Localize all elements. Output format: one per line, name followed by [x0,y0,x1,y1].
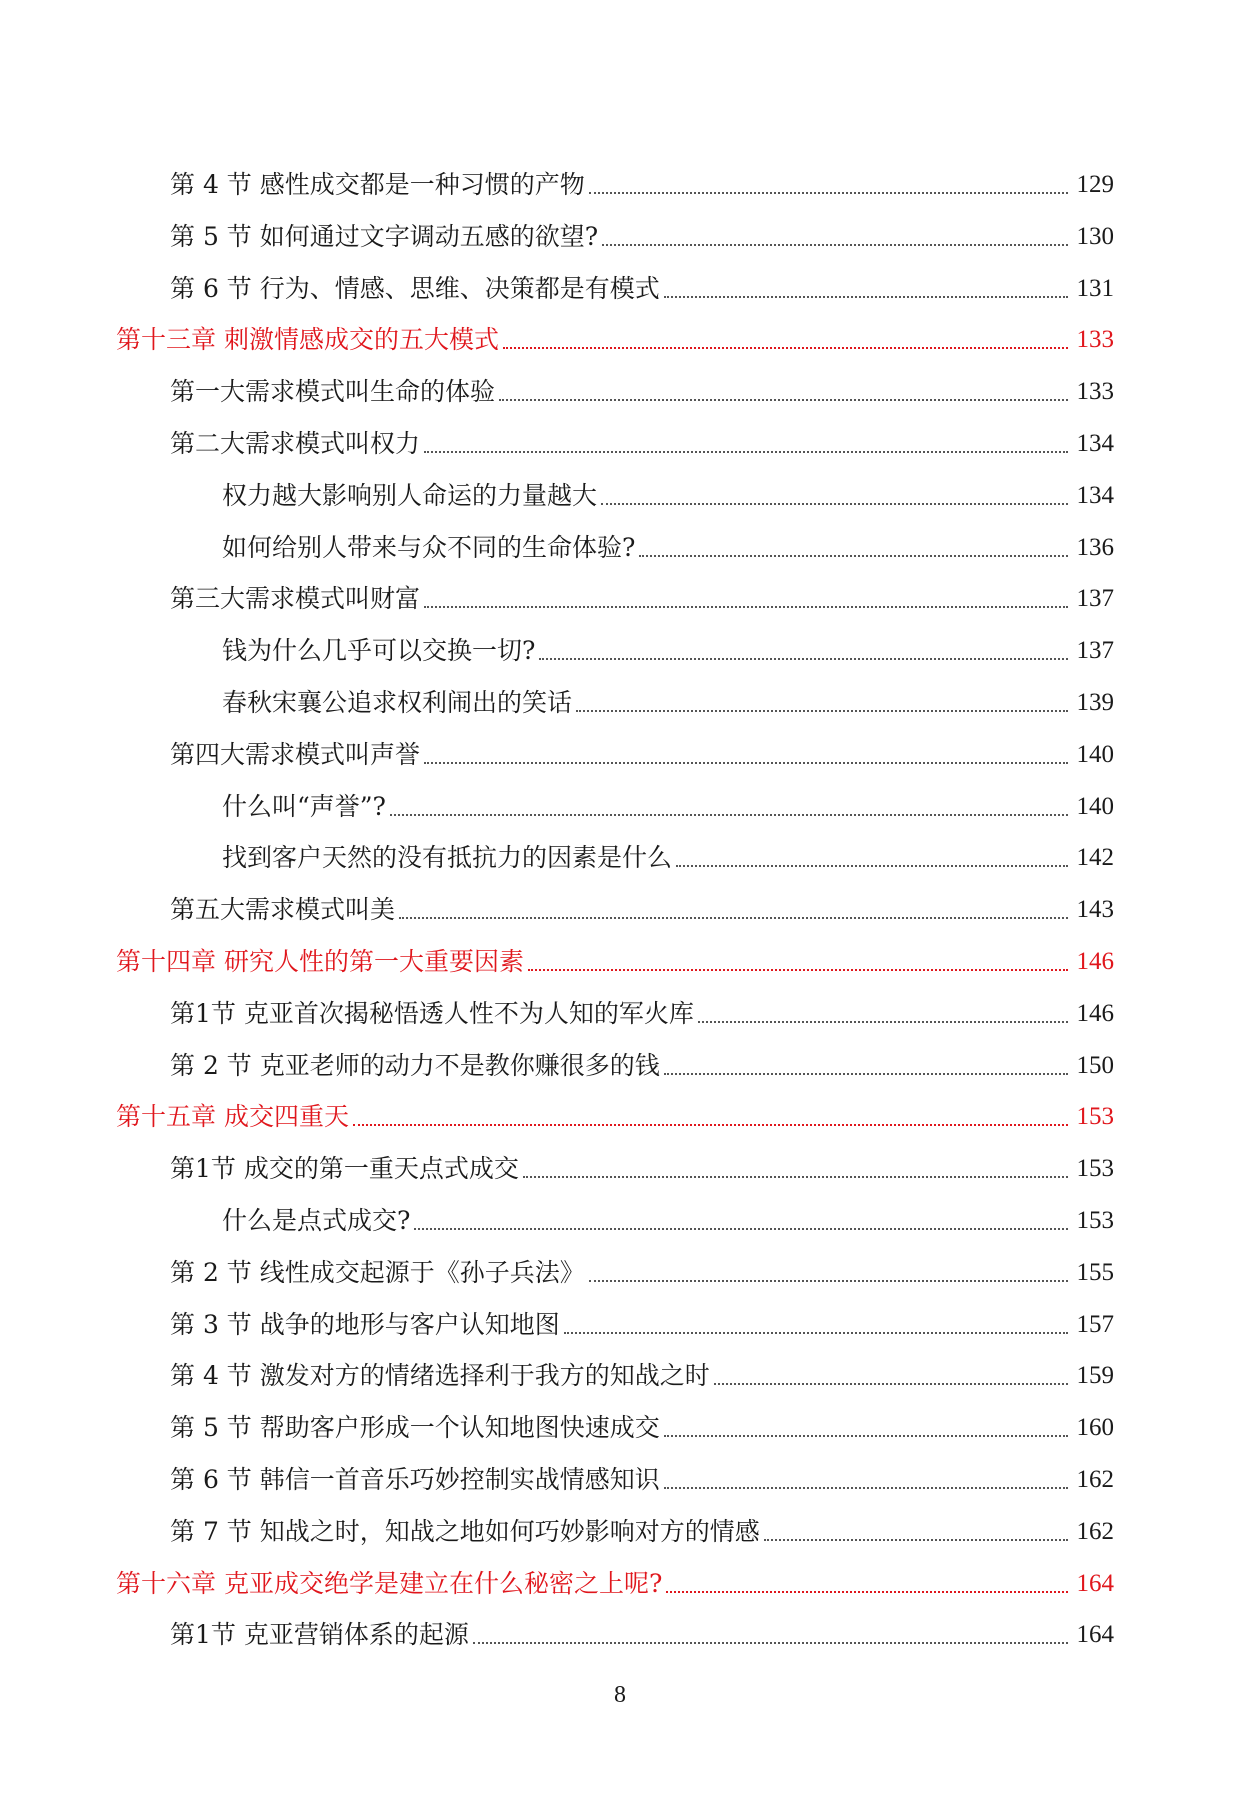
toc-entry-page: 133 [1076,378,1114,405]
dot-leader [353,1124,1068,1126]
toc-entry-page: 159 [1076,1362,1114,1389]
dot-leader [564,1332,1068,1334]
toc-entry-page: 142 [1076,844,1114,871]
toc-entry [170,582,1114,616]
toc-entry [170,1359,1114,1393]
toc-entry-page: 131 [1076,275,1114,302]
toc-entry-page: 143 [1076,896,1114,923]
toc-entry [170,1463,1114,1497]
dot-leader [424,762,1068,764]
toc-entry [170,1618,1114,1652]
toc-entry [222,790,1114,824]
dot-leader [523,1176,1068,1178]
dot-leader [589,1280,1068,1282]
toc-entry [222,1204,1114,1238]
toc-entry-title: 第五大需求模式叫美 [170,895,396,924]
dot-leader [414,1228,1068,1230]
toc-entry [170,1049,1114,1083]
toc-entry-title: 第1节 成交的第一重天点式成交 [170,1154,519,1183]
toc-entry-page: 137 [1076,637,1114,664]
toc-entry-page: 160 [1076,1414,1114,1441]
dot-leader [714,1383,1068,1385]
toc-entry-title: 第十五章 成交四重天 [116,1102,349,1131]
dot-leader [601,503,1068,505]
toc-entry [222,634,1114,668]
toc-entry-title: 第 3 节 战争的地形与客户认知地图 [170,1310,560,1339]
toc-chapter-entry [116,1567,1114,1601]
toc-entry-page: 130 [1076,223,1114,250]
toc-entry [170,1411,1114,1445]
toc-entry [170,220,1114,254]
toc-entry-title: 钱为什么几乎可以交换一切? [222,636,536,665]
dot-leader [539,658,1068,660]
page-number: 8 [614,1682,626,1708]
toc-entry-title: 第 5 节 如何通过文字调动五感的欲望? [170,222,599,251]
toc-entry [170,1308,1114,1342]
dot-leader [576,710,1068,712]
dot-leader [424,606,1068,608]
toc-entry [170,375,1114,409]
dot-leader [698,1021,1068,1023]
toc-entry-page: 153 [1076,1155,1114,1182]
toc-entry-page: 164 [1076,1570,1114,1597]
toc-entry [170,272,1114,306]
toc-entry-title: 第1节 克亚首次揭秘悟透人性不为人知的军火库 [170,999,694,1028]
toc-entry-page: 155 [1076,1259,1114,1286]
toc-entry-title: 第 5 节 帮助客户形成一个认知地图快速成交 [170,1413,660,1442]
toc-entry-title: 第 2 节 线性成交起源于《孙子兵法》 [170,1258,585,1287]
toc-entry [222,686,1114,720]
toc-chapter-entry [116,1100,1114,1134]
toc-entry-title: 第十三章 刺激情感成交的五大模式 [116,325,499,354]
toc-entry [170,1152,1114,1186]
dot-leader [666,1591,1068,1593]
dot-leader [424,451,1068,453]
toc-entry-page: 162 [1076,1466,1114,1493]
toc-entry-title: 什么叫“声誉”? [222,792,386,821]
toc-entry-title: 第 4 节 激发对方的情绪选择利于我方的知战之时 [170,1361,710,1390]
toc-entry-page: 162 [1076,1518,1114,1545]
toc-entry-title: 春秋宋襄公追求权利闹出的笑话 [222,688,573,717]
toc-entry-page: 139 [1076,689,1114,716]
toc-entry-page: 146 [1076,1000,1114,1027]
dot-leader [589,192,1068,194]
toc-entry-title: 找到客户天然的没有抵抗力的因素是什么 [222,843,673,872]
toc-entry-title: 第四大需求模式叫声誉 [170,740,421,769]
toc-entry [222,479,1114,513]
toc-entry-title: 第十四章 研究人性的第一大重要因素 [116,947,524,976]
toc-entry-title: 第 2 节 克亚老师的动力不是教你赚很多的钱 [170,1051,660,1080]
toc-entry-page: 153 [1076,1207,1114,1234]
toc-entry-page: 137 [1076,585,1114,612]
toc-entry-title: 第 6 节 行为、情感、思维、决策都是有模式 [170,274,660,303]
toc-entry-page: 140 [1076,793,1114,820]
toc-entry-page: 153 [1076,1103,1114,1130]
toc-entry-title: 第 4 节 感性成交都是一种习惯的产物 [170,170,585,199]
toc-entry [170,168,1114,202]
toc-entry-title: 第二大需求模式叫权力 [170,429,421,458]
dot-leader [664,296,1068,298]
toc-entry-title: 第十六章 克亚成交绝学是建立在什么秘密之上呢? [116,1569,663,1598]
toc-entry-page: 164 [1076,1621,1114,1648]
toc-entry-title: 第三大需求模式叫财富 [170,584,421,613]
toc-entry [222,531,1114,565]
toc-chapter-entry [116,945,1114,979]
dot-leader [503,347,1068,349]
toc-entry-page: 140 [1076,741,1114,768]
dot-leader [639,555,1068,557]
dot-leader [528,969,1068,971]
toc-entry-title: 第 7 节 知战之时，知战之地如何巧妙影响对方的情感 [170,1517,760,1546]
toc-entry-page: 150 [1076,1052,1114,1079]
toc-entry-title: 什么是点式成交? [222,1206,411,1235]
dot-leader [676,865,1068,867]
toc-entry-page: 133 [1076,326,1114,353]
toc-entry [170,1256,1114,1290]
toc-entry-page: 146 [1076,948,1114,975]
toc-entry-title: 第一大需求模式叫生命的体验 [170,377,496,406]
toc-entry-title: 第1节 克亚营销体系的起源 [170,1620,469,1649]
toc-entry [170,738,1114,772]
toc-entry-title: 第 6 节 韩信一首音乐巧妙控制实战情感知识 [170,1465,660,1494]
toc-entry-title: 权力越大影响别人命运的力量越大 [222,481,598,510]
dot-leader [473,1642,1068,1644]
dot-leader [399,917,1068,919]
dot-leader [664,1073,1068,1075]
dot-leader [390,814,1068,816]
toc-entry [170,1515,1114,1549]
toc-entry [170,427,1114,461]
dot-leader [764,1539,1068,1541]
toc-entry-page: 136 [1076,534,1114,561]
toc-entry-page: 157 [1076,1311,1114,1338]
toc-entry-page: 134 [1076,482,1114,509]
dot-leader [602,244,1068,246]
dot-leader [499,399,1068,401]
toc-entry [222,841,1114,875]
toc-entry-title: 如何给别人带来与众不同的生命体验? [222,533,636,562]
toc-entry [170,997,1114,1031]
toc-entry-page: 134 [1076,430,1114,457]
toc-entry-page: 129 [1076,171,1114,198]
dot-leader [664,1435,1068,1437]
toc-entry [170,893,1114,927]
dot-leader [664,1487,1068,1489]
toc-chapter-entry [116,323,1114,357]
